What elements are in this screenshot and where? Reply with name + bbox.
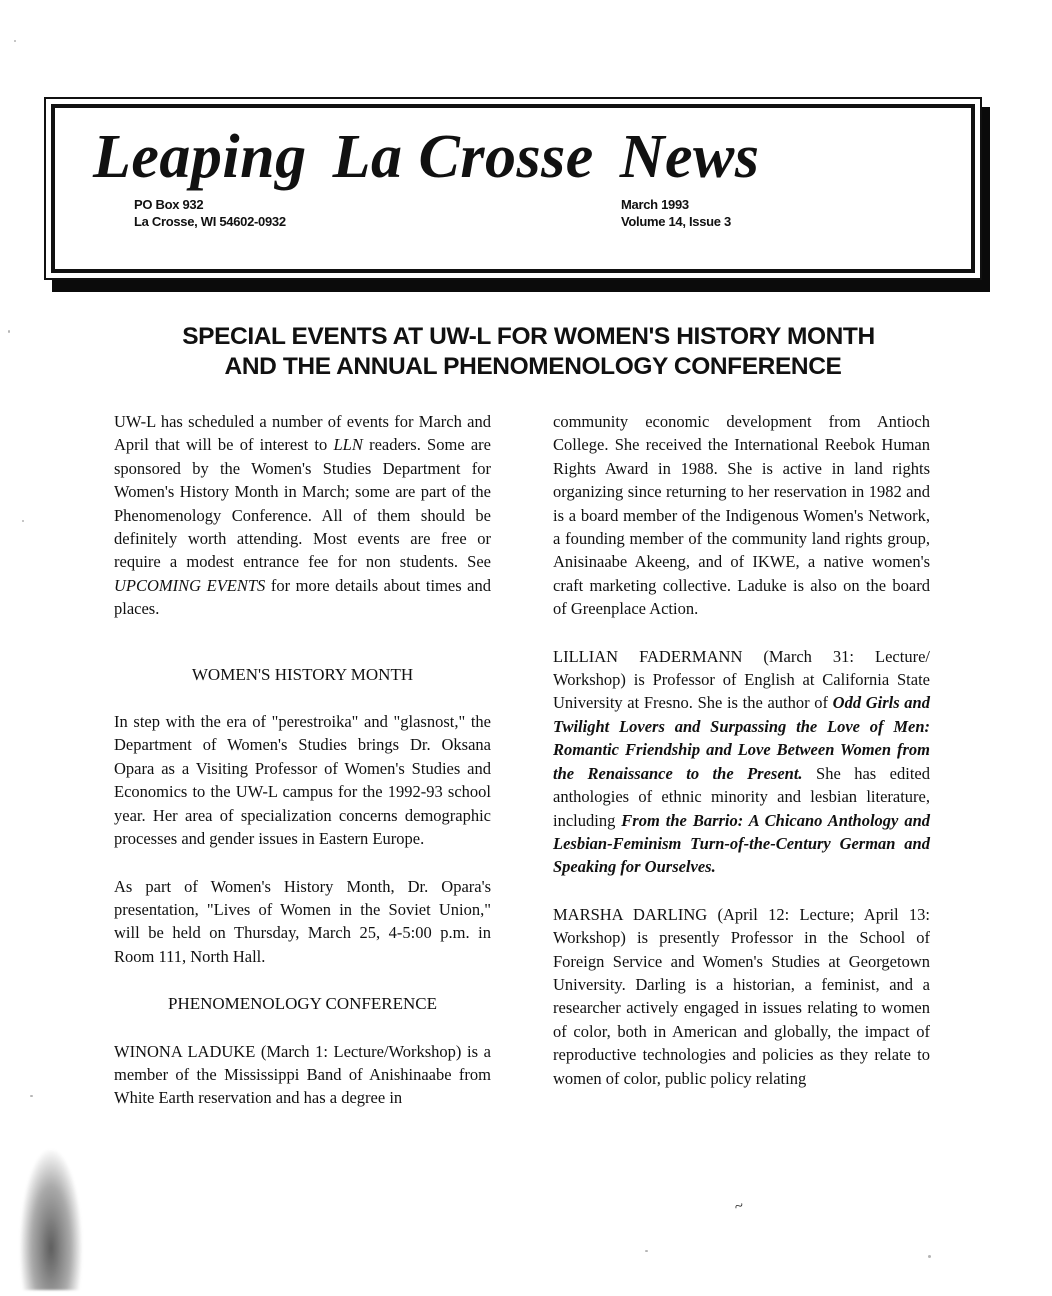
book-title-surpassing: and Surpassing the Love of Men: Romantic Friendship and Love Between Women from the Renaissance to the Present. bbox=[553, 716, 931, 783]
masthead-inner-border bbox=[51, 104, 975, 273]
opara-presentation-paragraph: As part of Women's History Month, Dr. Opara's presentation, "Lives of Women in the Soviet Union," will be held on Thursday, March 25, 4-5:00 p.m. in Room 111, North Hall. bbox=[114, 876, 491, 966]
issue-date: March 1993 bbox=[621, 197, 689, 212]
volume-issue: Volume 14, Issue 3 bbox=[621, 214, 731, 229]
darling-paragraph: MARSHA DARLING (April 12: Lecture; April 13: Workshop) is presently Professor in the School of Foreign Service and Women's Studies at Georgetown University. Darling is a historian, a feminist, and a researcher actively engaged in issues relating to women of color, both in American and globally, the impact of reproductive technologies and policies as they relate to women of color, public policy relating bbox=[553, 904, 930, 1088]
section-heading-womens-history: WOMEN'S HISTORY MONTH bbox=[191, 664, 414, 684]
intro-text-3: for more details about times and places. bbox=[114, 575, 491, 619]
lln-abbrev: LLN bbox=[333, 435, 363, 455]
intro-text-1: UW-L has scheduled a number of events for March and April that will be of interest to bbox=[114, 412, 491, 455]
address-po-box: PO Box 932 bbox=[134, 197, 204, 212]
mailing-address bbox=[134, 196, 286, 230]
masthead-outer-border bbox=[44, 97, 982, 280]
headline-line-1: SPECIAL EVENTS AT UW-L FOR WOMEN'S HISTORY MONTH bbox=[182, 323, 875, 350]
intro-text-2: readers. Some are sponsored by the Women's Studies Department for Women's History Month in March; some are part of the Phenomenology Conference. All of them should be definitely worth attending. Most events are free or require a modest entrance fee for non students. See bbox=[114, 435, 491, 572]
scan-speck bbox=[928, 1255, 931, 1258]
title-word-news: News bbox=[619, 123, 760, 191]
headline-line-2: AND THE ANNUAL PHENOMENOLOGY CONFERENCE bbox=[224, 353, 842, 380]
book-titles-anthologies: From the Barrio: A Chicano Anthology and Lesbian-Feminism Turn-of-the-Century German and Speaking for Ourselves. bbox=[553, 810, 931, 877]
section-heading-phenomenology: PHENOMENOLOGY CONFERENCE bbox=[167, 994, 437, 1014]
right-column bbox=[553, 410, 930, 1090]
masthead bbox=[44, 97, 982, 282]
laduke-paragraph-continued: community economic development from Antioch College. She received the International Reebok Human Rights Award in 1988. She is active in land rights organizing since returning to her reservation in 1982 and is a board member of the Indigenous Women's Network, a founding member of the community land rights group, Anisinaabe Akeeng, and of IKWE, a native women's craft marketing collective. Laduke is also on the board of Greenplace Action. bbox=[553, 412, 930, 619]
scan-speck bbox=[645, 1250, 648, 1252]
upcoming-events-reference: UPCOMING EVENTS bbox=[114, 575, 266, 595]
faderman-text-2: She has edited anthologies of ethnic minority and lesbian literature, including bbox=[553, 763, 931, 830]
book-title-odd-girls: Odd Girls and Twilight Lovers bbox=[553, 693, 930, 736]
title-word-leaping: Leaping bbox=[93, 123, 307, 191]
pen-mark: ~ bbox=[732, 1197, 747, 1216]
scan-speck bbox=[14, 40, 16, 42]
faderman-text-1: LILLIAN FADERMANN (March 31: Lecture/ Workshop) is Professor of English at California State University at Fresno. She is the author of bbox=[553, 646, 930, 713]
opara-intro-paragraph: In step with the era of "perestroika" and "glasnost," the Department of Women's Studies brings Dr. Oksana Opara as a Visiting Professor of Women's Studies and Economics to the UW-L campus for the 1992-93 school year. Her area of specialization concerns demographic processes and gender issues in Eastern Europe. bbox=[114, 712, 491, 849]
scan-speck bbox=[22, 520, 24, 522]
scan-smudge bbox=[20, 1150, 82, 1290]
intro-paragraph bbox=[114, 410, 491, 621]
laduke-paragraph-start: WINONA LADUKE (March 1: Lecture/Workshop) is a member of the Mississippi Band of Anishinaabe from White Earth reservation and has a degree in bbox=[114, 1041, 491, 1108]
spacer-text bbox=[665, 717, 675, 736]
faderman-paragraph bbox=[553, 645, 930, 879]
address-city: La Crosse, WI 54602-0932 bbox=[134, 214, 286, 229]
issue-info bbox=[621, 196, 731, 230]
newsletter-title bbox=[93, 123, 760, 191]
scan-speck bbox=[30, 1095, 33, 1097]
article-headline bbox=[0, 322, 1052, 382]
left-column bbox=[114, 410, 491, 1110]
title-word-lacrosse: La Crosse bbox=[332, 123, 594, 191]
